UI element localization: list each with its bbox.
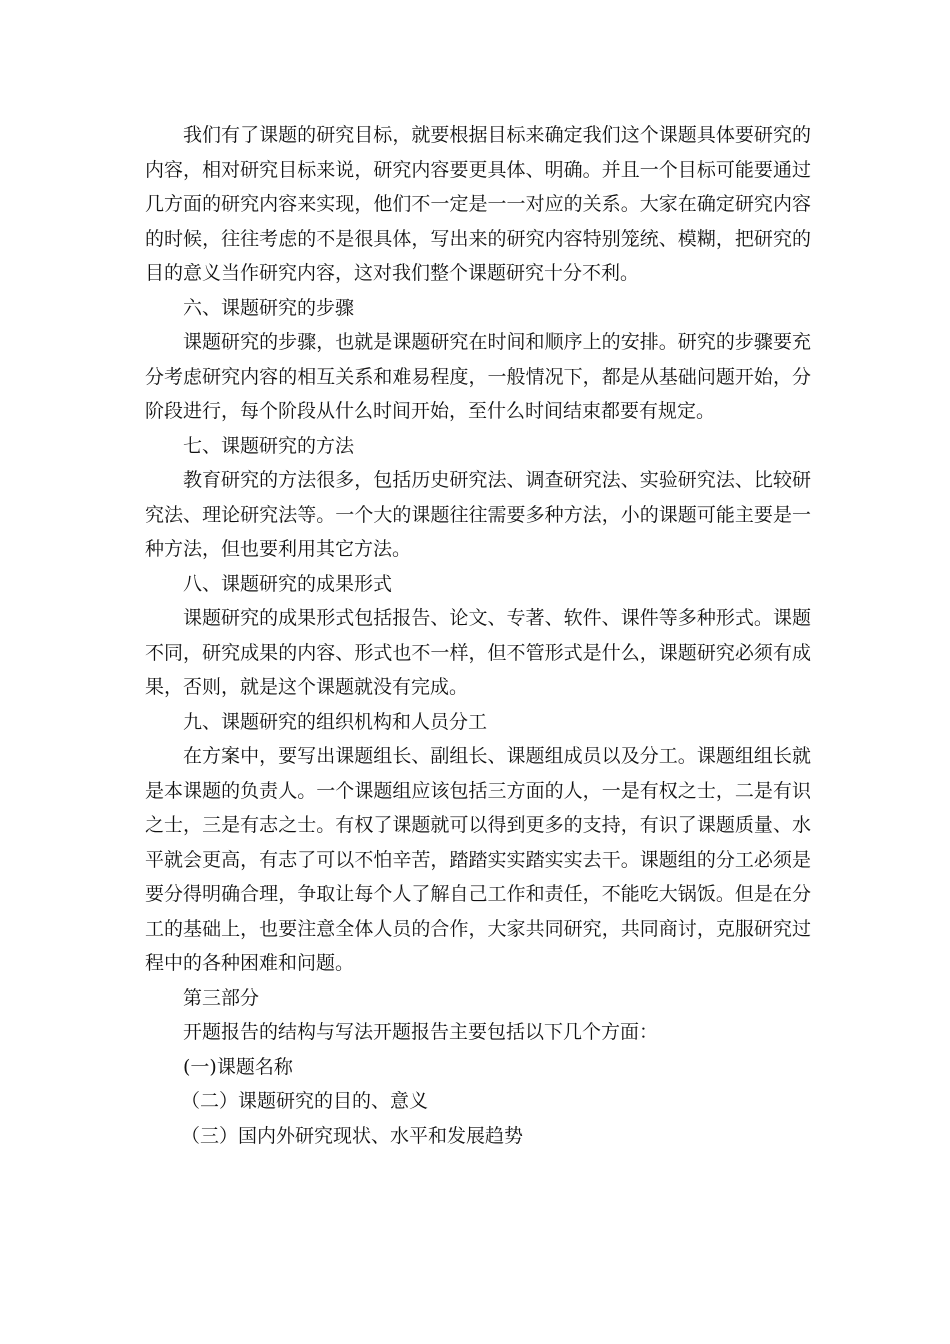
paragraph-research-steps: 课题研究的步骤，也就是课题研究在时间和顺序上的安排。研究的步骤要充分考虑研究内容的相互关系和难易程度，一般情况下，都是从基础问题开始，分阶段进行，每个阶段从什么时间开始，至什么时间结束都要有规定。: [145, 331, 811, 422]
paragraph-research-outcomes: 课题研究的成果形式包括报告、论文、专著、软件、课件等多种形式。课题不同，研究成果的内容、形式也不一样，但不管形式是什么，课题研究必须有成果，否则，就是这个课题就没有完成。: [145, 607, 811, 698]
paragraph-report-structure: 开题报告的结构与写法开题报告主要包括以下几个方面：: [183, 1021, 659, 1043]
list-item-status: （三）国内外研究现状、水平和发展趋势: [181, 1124, 524, 1147]
paragraph-research-content: 我们有了课题的研究目标，就要根据目标来确定我们这个课题具体要研究的内容，相对研究目标来说，研究内容要更具体、明确。并且一个目标可能要通过几方面的研究内容来实现，他们不一定是一一对应的关系。大家在确定研究内容的时候，往往考虑的不是很具体，写出来的研究内容特别笼统、模糊，把研究的目的意义当作研究内容，这对我们整个课题研究十分不利。: [145, 124, 811, 284]
document-body: [145, 118, 811, 1153]
list-item-topic-name: (一)课题名称: [183, 1055, 293, 1078]
heading-part-three: 第三部分: [183, 986, 260, 1009]
heading-research-steps: 六、课题研究的步骤: [183, 296, 355, 319]
paragraph-organization: 在方案中，要写出课题组长、副组长、课题组成员以及分工。课题组组长就是本课题的负责人。一个课题组应该包括三方面的人，一是有权之士，二是有识之士，三是有志之士。有权了课题就可以得到更多的支持，有识了课题质量、水平就会更高，有志了可以不怕辛苦，踏踏实实踏实实去干。课题组的分工必须是要分得明确合理，争取让每个人了解自己工作和责任，不能吃大锅饭。但是在分工的基础上，也要注意全体人员的合作，大家共同研究，共同商讨，克服研究过程中的各种困难和问题。: [145, 745, 811, 974]
heading-research-outcomes: 八、课题研究的成果形式: [183, 572, 393, 595]
list-item-purpose: （二）课题研究的目的、意义: [181, 1090, 429, 1112]
heading-organization: 九、课题研究的组织机构和人员分工: [183, 710, 488, 733]
heading-research-methods: 七、课题研究的方法: [183, 434, 355, 457]
paragraph-research-methods: 教育研究的方法很多，包括历史研究法、调查研究法、实验研究法、比较研究法、理论研究法等。一个大的课题往往需要多种方法，小的课题可能主要是一种方法，但也要利用其它方法。: [145, 469, 811, 560]
